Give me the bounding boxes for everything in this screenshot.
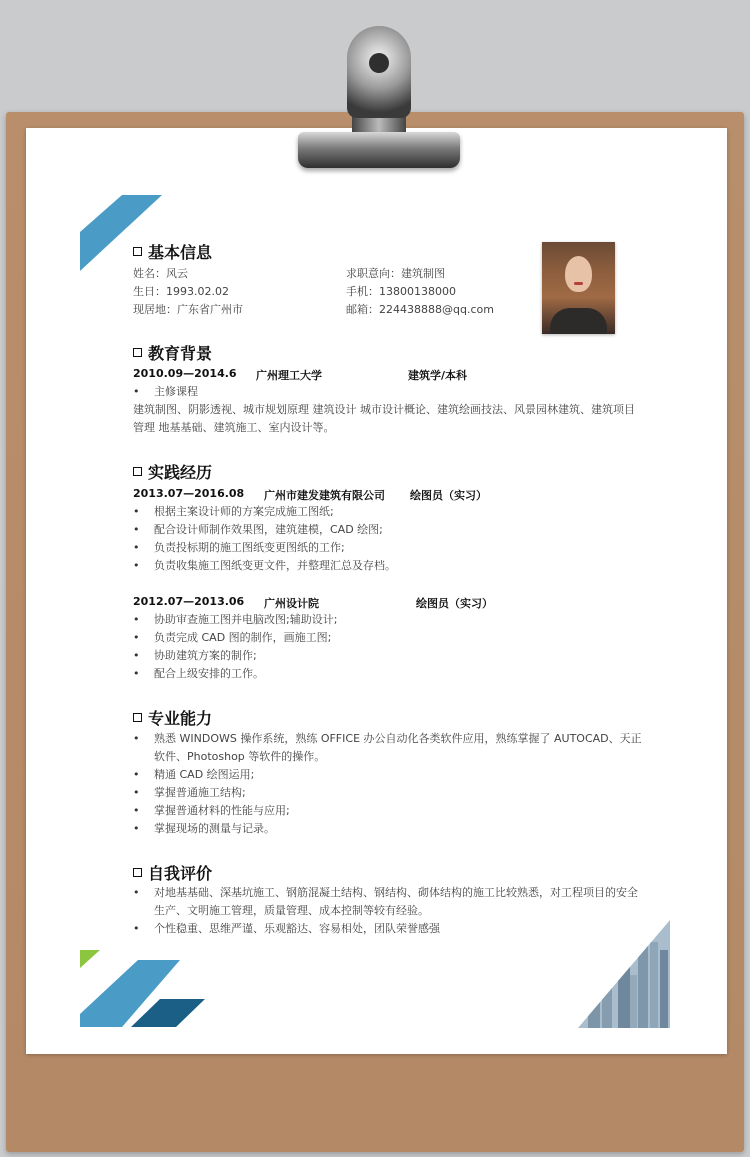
list-item: • 根据主案设计师的方案完成施工图纸; — [133, 503, 396, 521]
job1-role: 绘图员（实习） — [410, 489, 487, 502]
section-title-text: 基本信息 — [148, 243, 213, 262]
profile-photo — [542, 242, 615, 334]
education-period: 2010.09—2014.6 — [133, 367, 237, 380]
section-education — [133, 341, 212, 364]
list-item: • 主修课程 — [133, 383, 198, 401]
list-item: • 掌握普通材料的性能与应用; — [133, 802, 642, 820]
skills-bullets — [133, 730, 642, 838]
evaluation-item-text: 对地基基础、深基坑施工、钢筋混凝土结构、钢结构、砌体结构的施工比较熟悉，对工程项目的安全 — [154, 886, 638, 899]
list-item: • 配合设计师制作效果图，建筑建模，CAD 绘图; — [133, 521, 396, 539]
list-item: • 协助建筑方案的制作; — [133, 647, 337, 665]
list-item: • 负责收集施工图纸变更文件，并整理汇总及存档。 — [133, 557, 396, 575]
basic-intention: 求职意向：建筑制图 — [346, 267, 445, 280]
education-bullets — [133, 383, 198, 401]
job2-bullets — [133, 611, 337, 683]
evaluation-item-cont: 生产、文明施工管理，质量管理、成本控制等较有经验。 — [154, 904, 429, 917]
job2-company: 广州设计院 — [264, 597, 319, 610]
job1-bullets — [133, 503, 396, 575]
list-item: • 配合上级安排的工作。 — [133, 665, 337, 683]
basic-name: 姓名：风云 — [133, 267, 188, 280]
section-title-text: 专业能力 — [148, 709, 213, 728]
list-item: • 负责完成 CAD 图的制作，画施工图; — [133, 629, 337, 647]
skill-item-cont: 软件、Photoshop 等软件的操作。 — [154, 750, 326, 763]
section-title-text: 实践经历 — [148, 463, 213, 482]
list-item: • 个性稳重、思维严谨、乐观豁达、容易相处，团队荣誉感强 — [133, 920, 638, 938]
checkbox-icon — [133, 467, 142, 476]
job2-period: 2012.07—2013.06 — [133, 595, 245, 608]
list-item — [133, 730, 642, 766]
photo-shoulders — [550, 308, 607, 334]
basic-email: 邮箱：224438888@qq.com — [346, 303, 494, 316]
clip-hole — [369, 53, 389, 73]
list-item: • 掌握现场的测量与记录。 — [133, 820, 642, 838]
checkbox-icon — [133, 247, 142, 256]
checkbox-icon — [133, 868, 142, 877]
education-major: 建筑学/本科 — [408, 369, 468, 382]
section-title-text: 自我评价 — [148, 864, 213, 883]
skill-item-text: 熟悉 WINDOWS 操作系统，熟练 OFFICE 办公自动化各类软件应用，熟练掌握了 AUTOCAD、天正 — [154, 732, 642, 745]
basic-location: 现居地：广东省广州市 — [133, 303, 243, 316]
list-item: • 协助审查施工图并电脑改图;辅助设计; — [133, 611, 337, 629]
bottom-left-stripes-icon — [80, 950, 210, 1028]
education-courses-line1: 建筑制图、阴影透视、城市规划原理 建筑设计 城市设计概论、建筑绘画技法、风景园林建筑、建筑项目 — [133, 403, 635, 416]
clip-base — [298, 132, 460, 168]
checkbox-icon — [133, 713, 142, 722]
list-item: • 掌握普通施工结构; — [133, 784, 642, 802]
section-basic-info — [133, 240, 212, 263]
photo-face — [565, 256, 592, 292]
section-title-text: 教育背景 — [148, 344, 213, 363]
section-practice — [133, 460, 212, 483]
section-skills — [133, 706, 212, 729]
photo-lips — [574, 282, 583, 285]
list-item: • 负责投标期的施工图纸变更图纸的工作; — [133, 539, 396, 557]
job1-period: 2013.07—2016.08 — [133, 487, 245, 500]
list-item — [133, 884, 638, 920]
checkbox-icon — [133, 348, 142, 357]
job1-company: 广州市建发建筑有限公司 — [264, 489, 385, 502]
basic-phone: 手机：13800138000 — [346, 285, 456, 298]
education-school: 广州理工大学 — [256, 369, 322, 382]
section-evaluation — [133, 861, 212, 884]
list-item: • 精通 CAD 绘图运用; — [133, 766, 642, 784]
job2-role: 绘图员（实习） — [416, 597, 493, 610]
basic-birthday: 生日：1993.02.02 — [133, 285, 229, 298]
evaluation-bullets — [133, 884, 638, 938]
education-courses-line2: 管理 地基基础、建筑施工、室内设计等。 — [133, 421, 335, 434]
